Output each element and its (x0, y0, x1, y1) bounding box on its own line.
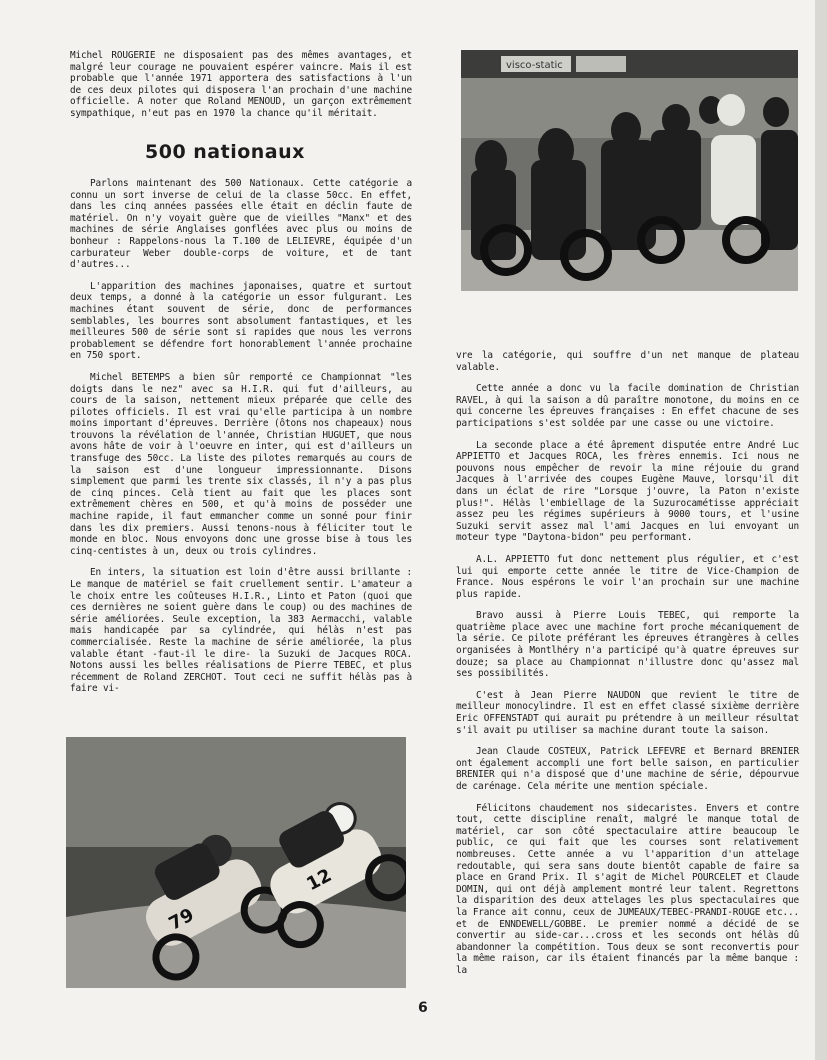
paragraph: A.L. APPIETTO fut donc nettement plus régulier, et c'est lui qui emporte cette année le titre de Vice-Champion de France. Nous espérons le voir l'an prochain sur une machine plus rapide. (456, 553, 799, 600)
paragraph: vre la catégorie, qui souffre d'un net manque de plateau valable. (456, 350, 799, 373)
paragraph: Jean Claude COSTEUX, Patrick LEFEVRE et Bernard BRENIER ont également accompli une fort belle saison, en particulier BRENIER qui n'a disposé que d'une machine de série, dépourvue de carénage. Cela mérite une mention spéciale. (456, 746, 799, 792)
paragraph: En inters, la situation est loin d'être aussi brillante : Le manque de matériel se fait cruellement sentir. L'amateur a le choix entre les coûteuses H.I.R., Linto et Paton (quoi que ces dernières ne soient guère dans le coup) ou des machines de série améliorées. Seule exception, la 383 Aermacchi, valable mais handicapée par sa cylindrée, qui hélàs n'est pas commercialisée. Reste la machine de série améliorée, la plus valable étant -faut-il le dire- la Suzuki de Jacques ROCA. Notons aussi les belles réalisations de Pierre TEBEC, et plus récemment de Roland ZERCHOT. Tout ceci ne suffit hélàs pas à faire vi- (70, 567, 412, 695)
bike-number: 79 (165, 904, 198, 935)
paragraph: Cette année a donc vu la facile domination de Christian RAVEL, à qui la saison a dû paraître monotone, du moins en ce qui concerne les épreuves françaises : En effet chacune de ses participations s'est soldée par une casse ou une victoire. (456, 383, 799, 429)
paragraph: Michel BETEMPS a bien sûr remporté ce Championnat "les doigts dans le nez" avec sa H.I.R. qui fut d'ailleurs, au cours de la saison, nettement mieux préparée que celle des pilotes officiels. Il est vrai qu'elle participa à un nombre moins important d'épreuves. Derrière (ôtons nos chapeaux) nous trouvons la révélation de l'année, Christian HUGUET, que nous avons hâte de voir à l'oeuvre en inter, qui est d'ailleurs un transfuge des 50cc. La liste des pilotes remarqués au cours de la saison est d'une longueur impressionnante. Disons simplement que parmi les trente six classés, il n'y a pas plus de cinq pinces. Celà tient au fait que les places sont extrêmement chères en 500, et qu'à moins de posséder une machine rapide, il faut emmancher comme un sonné pour finir dans les dix premiers. Aussi tenons-nous à féliciter tout le monde en bloc. Nous envoyons donc une grosse bise à tous les cinq-centistes à un, deux ou trois cylindres. (70, 371, 412, 557)
paragraph: Bravo aussi à Pierre Louis TEBEC, qui remporte la quatrième place avec une machine fort proche mécaniquement de la série. Ce pilote préférant les épreuves étrangères à celles organisées à Montlhéry n'a participé qu'à quatre épreuves sur douze; sa place au Championnat n'illustre donc qu'assez mal ses possibilités. (456, 610, 799, 680)
page-number: 6 (418, 1000, 428, 1016)
photo-starting-grid (461, 50, 798, 291)
paragraph: Félicitons chaudement nos sidecaristes. Envers et contre tout, cette discipline renaît, malgré le manque total de matériel, car son côté spectaculaire attire beaucoup le public, ce qui fait que les courses sont relativement nombreuses. Cette année a vu l'apparition d'un attelage redoutable, qui sera sans doute bientôt capable de faire sa place en Grand Prix. Il s'agit de Michel POURCELET et Claude DOMIN, qui ont déjà amplement montré leur talent. Regrettons la disparition des deux attelages les plus spectaculaires que la France ait connu, ceux de JUMEAUX/TEBEC-PRANDI-ROUGE etc... et de ENNDEWELL/GOBBE. Le premier nommé a décidé de se convertir au side-car...cross et les seconds ont hélàs dû abandonner la compétition. Tous deux se sont reconvertis pour la même raison, car ils étaient financés par la même banque : la (456, 802, 799, 976)
paragraph: La seconde place a été âprement disputée entre André Luc APPIETTO et Jacques ROCA, les frères ennemis. Ici nous ne pouvons nous empêcher de revoir la mine réjouie du grand Jacques à l'arrivée des coupes Eugène Mauve, lorsqu'il dit dans un éclat de rire "Lorsque j'ouvre, la Paton n'existe plus!". Hélàs l'embiellage de la Suzurocamétisse appréciait assez peu les régimes supérieurs à 9000 tours, et l'usine Suzuki servit assez mal l'ami Jacques en lui envoyant un moteur type "Daytona-bidon" peu performant. (456, 439, 799, 544)
section-heading: 500 nationaux (145, 141, 305, 163)
right-column (456, 350, 799, 987)
photo-riders-cornering (66, 737, 406, 988)
paragraph: C'est à Jean Pierre NAUDON que revient le titre de meilleur monocylindre. Il est en effet classé sixième derrière Eric OFFENSTADT qui aurait pu prétendre à un meilleur résultat s'il avait pu utiliser sa machine durant toute la saison. (456, 689, 799, 736)
paragraph: Parlons maintenant des 500 Nationaux. Cette catégorie a connu un sort inverse de celui de la classe 50cc. En effet, dans les cinq années passées elle était en déclin faute de matériel. On n'y voyait guère que de vieilles "Manx" et des machines de série Anglaises gonflées avec plus ou moins de bonheur : Rappelons-nous la T.100 de LELIEVRE, équipée d'un carburateur Weber double-corps de voiture, et de tant d'autres... (70, 178, 412, 271)
banner-text: visco-static (506, 60, 563, 71)
paragraph: Michel ROUGERIE ne disposaient pas des mêmes avantages, et malgré leur courage ne pouvaient espérer vaincre. Mais il est probable que l'année 1971 apportera des satisfactions à l'un de ces deux pilotes qui disposera l'an prochain d'une machine officielle. A noter que Roland MENOUD, un garçon extrêmement sympathique, n'eut pas en 1970 la chance qu'il méritait. (70, 50, 412, 119)
bike-number: 12 (303, 864, 336, 896)
left-column-body (70, 178, 412, 705)
paragraph: L'apparition des machines japonaises, quatre et surtout deux temps, a donné à la catégorie un essor fulgurant. Les machines étant souvent de série, donc de performances semblables, les bourres sont absolument fantastiques, et les meilleures 500 de série sont si rapides que nous les verrons probablement se défendre fort honorablement l'année prochaine en 750 sport. (70, 280, 412, 362)
left-column-top (70, 50, 412, 130)
page-edge-shadow (815, 0, 827, 1060)
